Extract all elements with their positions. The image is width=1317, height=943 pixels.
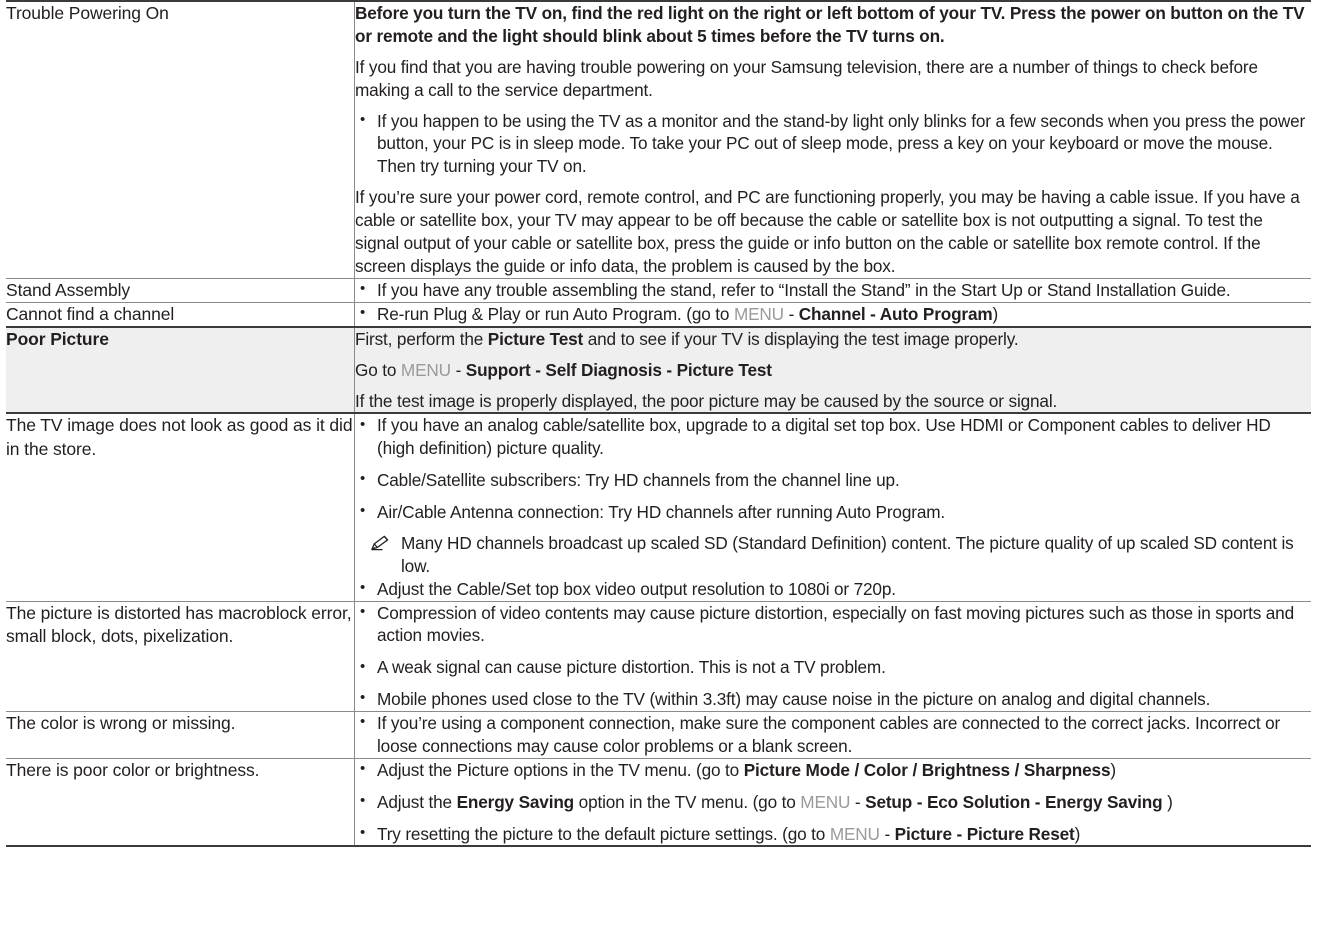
bullet-icon: • [360, 578, 366, 596]
fix-bullet-list [355, 602, 1311, 712]
table-row [6, 278, 1311, 302]
list-item-label: Compression of video contents may cause picture distortion, especially on fast moving pictures such as those in sports and action movies. [377, 602, 1294, 646]
bullet-icon: • [360, 823, 366, 841]
note-block [355, 532, 1311, 578]
list-item [355, 303, 1311, 326]
text-run: Go to [355, 359, 401, 380]
emphasis-text: Energy Saving [456, 791, 575, 812]
list-item-label: A weak signal can cause picture distortion. This is not a TV problem. [377, 657, 886, 678]
list-item-label: Air/Cable Antenna connection: Try HD channels after running Auto Program. [377, 502, 946, 523]
text-run: Adjust the [377, 791, 457, 812]
symptom-label: Poor Picture [6, 328, 109, 349]
emphasis-text: Setup - Eco Solution - Energy Saving [865, 791, 1163, 812]
list-item [355, 791, 1311, 814]
solution-cell [355, 327, 1312, 414]
table-row [6, 327, 1311, 414]
text-run: and to see if your TV is displaying the test image properly. [583, 328, 1019, 349]
fix-paragraph [355, 328, 1311, 351]
solution-cell [355, 712, 1312, 759]
symptom-label: The picture is distorted has macroblock error, small block, dots, pixelization. [6, 602, 352, 646]
symptom-label: The color is wrong or missing. [6, 713, 236, 734]
list-item [355, 759, 1311, 782]
table-body [6, 1, 1311, 846]
symptom-label: Stand Assembly [6, 279, 131, 300]
list-item [355, 823, 1311, 846]
symptom-label: Trouble Powering On [6, 3, 169, 23]
emphasis-text: Picture Mode / Color / Brightness / Sharpness [743, 759, 1111, 780]
list-item [355, 656, 1311, 679]
fix-bullet-list [355, 578, 1311, 601]
bullet-icon: • [360, 602, 366, 620]
text-run: - [783, 303, 799, 324]
symptom-label: Cannot find a channel [6, 303, 175, 324]
bullet-icon: • [360, 657, 366, 675]
fix-bullet-list [355, 759, 1311, 846]
text-run: Adjust the Picture options in the TV menu. (go to [377, 759, 744, 780]
table-row [6, 601, 1311, 712]
text-run: ) [1110, 759, 1116, 780]
bullet-icon: • [360, 502, 366, 520]
fix-bullet-list [355, 414, 1311, 524]
text-run: - [450, 359, 466, 380]
symptom-cell [6, 601, 355, 712]
text-run: Re-run Plug & Play or run Auto Program. (go to [377, 303, 734, 324]
list-item-label: Cable/Satellite subscribers: Try HD channels from the channel line up. [377, 470, 900, 491]
list-item [355, 279, 1311, 302]
bullet-icon: • [360, 791, 366, 809]
list-item [355, 578, 1311, 601]
text-run: option in the TV menu. (go to [574, 791, 801, 812]
solution-cell [355, 601, 1312, 712]
fix-bullet-list [355, 110, 1311, 179]
list-item-label: If you’re using a component connection, make sure the component cables are connected to the correct jacks. Incorrect or loose connections may cause color problems or a blank screen. [377, 713, 1281, 756]
bullet-icon: • [360, 279, 366, 297]
note-text: Many HD channels broadcast up scaled SD (Standard Definition) content. The picture quality of up scaled SD content is low. [401, 532, 1294, 576]
fix-bullet-list [355, 712, 1311, 758]
troubleshooting-table [6, 0, 1311, 847]
symptom-cell [6, 327, 355, 414]
table-row [6, 413, 1311, 601]
list-item-label: If you have an analog cable/satellite box, upgrade to a digital set top box. Use HDMI or Component cables to deliver HD (high definition) picture quality. [377, 415, 1271, 459]
fix-paragraph: If you’re sure your power cord, remote control, and PC are functioning properly, you may be having a cable issue. If you have a cable or satellite box, your TV may appear to be off because the cable or satellite box is not outputting a signal. To test the signal output of your cable or satellite box, press the guide or info button on the cable or satellite box remote control. If the screen displays the guide or info data, the problem is caused by the box. [355, 187, 1300, 276]
fix-paragraph: If you find that you are having trouble powering on your Samsung television, there are a number of things to check before making a call to the service department. [355, 56, 1258, 100]
fix-paragraph [355, 359, 1311, 382]
text-run: ) [1162, 791, 1173, 812]
list-item-label: If you have any trouble assembling the stand, refer to “Install the Stand” in the Start Up or Stand Installation Guide. [377, 279, 1231, 300]
bullet-icon: • [360, 415, 366, 433]
pencil-icon [369, 534, 391, 552]
text-run: - [850, 791, 866, 812]
list-item [355, 602, 1311, 648]
emphasis-text: Channel - Auto Program [798, 303, 993, 324]
symptom-cell [6, 1, 355, 278]
text-run: ) [992, 303, 999, 324]
symptom-label: The TV image does not look as good as it did in the store. [6, 415, 353, 459]
menu-token: MENU [400, 359, 451, 380]
menu-token: MENU [800, 791, 851, 812]
bullet-icon: • [360, 760, 366, 778]
list-item [355, 110, 1311, 179]
fix-bullet-list [355, 303, 1311, 326]
emphasis-text: Picture Test [487, 328, 584, 349]
bullet-icon: • [360, 689, 366, 707]
list-item [355, 414, 1311, 460]
list-item [355, 712, 1311, 758]
symptom-label: There is poor color or brightness. [6, 759, 260, 780]
solution-cell [355, 413, 1312, 601]
list-item [355, 501, 1311, 524]
symptom-cell [6, 758, 355, 846]
fix-paragraph: Before you turn the TV on, find the red light on the right or left bottom of your TV. Press the power on button on the TV or remote and the light should blink about 5 times before the TV turns on. [355, 3, 1305, 46]
table-row [6, 1, 1311, 278]
list-item-label: If you happen to be using the TV as a monitor and the stand-by light only blinks for a few seconds when you press the power button, your PC is in sleep mode. To take your PC out of sleep mode, press a key on your keyboard or move the mouse. Then try turning your TV on. [377, 110, 1306, 177]
menu-token: MENU [829, 823, 880, 844]
bullet-icon: • [360, 304, 366, 322]
solution-cell [355, 302, 1312, 327]
text-run: Try resetting the picture to the default picture settings. (go to [377, 823, 830, 844]
table-row [6, 712, 1311, 759]
text-run: ) [1074, 823, 1081, 844]
list-item [355, 688, 1311, 711]
solution-cell [355, 758, 1312, 846]
text-run: - [879, 823, 895, 844]
fix-paragraph: If the test image is properly displayed, the poor picture may be caused by the source or signal. [355, 390, 1058, 411]
text-run: First, perform the [355, 328, 488, 349]
list-item [355, 469, 1311, 492]
solution-cell [355, 278, 1312, 302]
bullet-icon: • [360, 713, 366, 731]
solution-cell [355, 1, 1312, 278]
table-row [6, 302, 1311, 327]
bullet-icon: • [360, 110, 366, 128]
bullet-icon: • [360, 470, 366, 488]
emphasis-text: Support - Self Diagnosis - Picture Test [465, 359, 772, 380]
symptom-cell [6, 302, 355, 327]
symptom-cell [6, 278, 355, 302]
menu-token: MENU [733, 303, 784, 324]
symptom-cell [6, 712, 355, 759]
emphasis-text: Picture - Picture Reset [894, 823, 1075, 844]
symptom-cell [6, 413, 355, 601]
list-item-label: Adjust the Cable/Set top box video output resolution to 1080i or 720p. [377, 578, 896, 599]
table-row [6, 758, 1311, 846]
list-item-label: Mobile phones used close to the TV (within 3.3ft) may cause noise in the picture on analog and digital channels. [377, 689, 1211, 710]
fix-bullet-list [355, 279, 1311, 302]
